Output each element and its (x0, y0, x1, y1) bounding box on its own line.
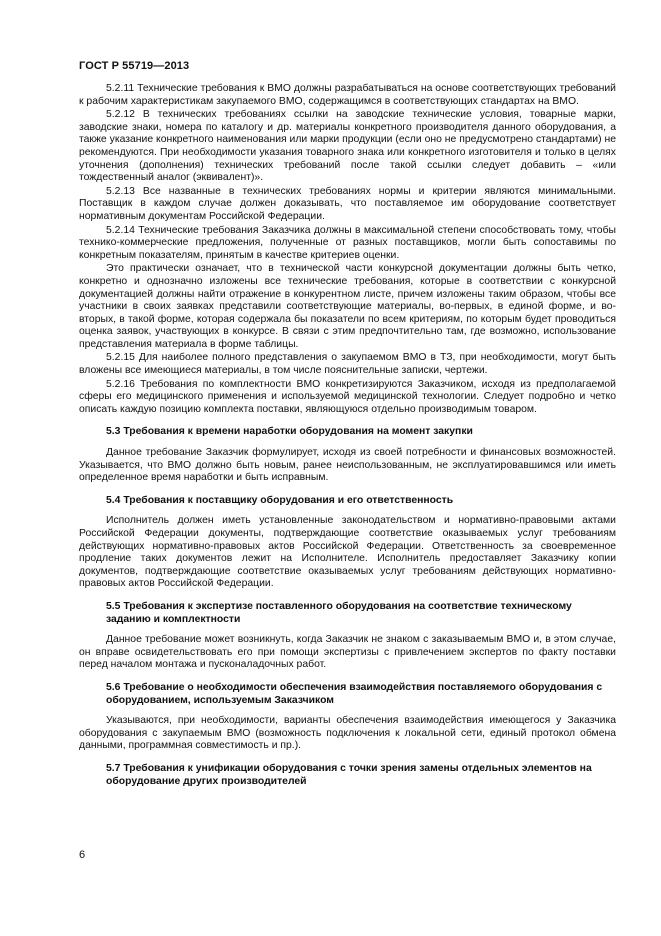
paragraph-5-2-13: 5.2.13 Все названные в технических требованиях нормы и критерии являются минимальными. Поставщик в каждом случае должен доказывать, что поставляемое им оборудование соответствует нормативным документам Российской Федерации. (79, 185, 616, 222)
paragraph-5-2-15: 5.2.15 Для наиболее полного представления о закупаемом ВМО в ТЗ, при необходимости, могут быть вложены все имеющиеся материалы, в том числе пояснительные записки, чертежи. (79, 352, 616, 377)
section-heading-5-6: 5.6 Требование о необходимости обеспечения взаимодействия поставляемого оборудования с оборудованием, используемым Заказчиком (106, 681, 603, 706)
paragraph-5-2-14: 5.2.14 Технические требования Заказчика должны в максимальной степени способствовать тому, чтобы технико-коммерческие предложения, полученные от разных поставщиков, могли быть сопоставимы по конкретным показателям, принятым в качестве критериев оценки. (79, 224, 616, 261)
paragraph-5-2-11: 5.2.11 Технические требования к ВМО должны разрабатываться на основе соответствующих требований к рабочим характеристикам закупаемого ВМО, содержащимся в соответствующих стандартах на ВМО. (79, 83, 616, 107)
paragraph-5-2-12: 5.2.12 В технических требованиях ссылки на заводские технические условия, товарные марки, заводские знаки, номера по каталогу и др. материалы конкретного производителя данного оборудования, а также указание конкретного наименования или марки продукции (если оно не предусмотрено стандартами) не рекомендуются. При необходимости указания товарного знака или конкретного изготовителя и только в целях уточнения (дополнения) технических требований после такой ссылки следует добавить – «или тождественный аналог (эквивалент)». (79, 109, 616, 184)
paragraph-5-6: Указываются, при необходимости, варианты обеспечения взаимодействия имеющегося у Заказчика оборудования с закупаемым ВМО (возможность подключения к локальной сети, единый протокол обмена данными, программная совместимость и пр.). (79, 715, 616, 752)
section-heading-5-4: 5.4 Требования к поставщику оборудования и его ответственность (106, 494, 454, 506)
paragraph-5-3: Данное требование Заказчик формулирует, исходя из своей потребности и финансовых возможностей. Указывается, что ВМО должно быть новым, ранее неиспользованным, не эксплуатировавшимся или иметь определенное время наработки и быть исправным. (79, 447, 616, 484)
document-body (79, 83, 616, 796)
page-number: 6 (79, 849, 86, 861)
paragraph-5-5: Данное требование может возникнуть, когда Заказчик не знаком с заказываемым ВМО и, в этом случае, он вправе освидетельствовать его при помощи экспертизы с привлечением экспертов по факту поставки перед началом монтажа и пусконаладочных работ. (79, 634, 616, 671)
document-code-header: ГОСТ Р 55719—2013 (79, 60, 190, 72)
section-heading-5-5: 5.5 Требования к экспертизе поставленного оборудования на соответствие техническому заданию и комплектности (106, 600, 572, 625)
paragraph-5-2-16: 5.2.16 Требования по комплектности ВМО конкретизируются Заказчиком, исходя из предполагаемой сферы его медицинского применения и используемой медицинской технологии. Следует подробно и четко описать каждую позицию комплекта поставки, являющуюся отдельно производимым товаром. (79, 378, 616, 415)
section-heading-5-3: 5.3 Требования к времени наработки оборудования на момент закупки (106, 426, 473, 438)
paragraph-5-4: Исполнитель должен иметь установленные законодательством и нормативно-правовыми актами Российской Федерации документы, подтверждающие соответствие оказываемых услуг требованиям действующих нормативно-правовых актов Российской Федерации. Ответственность за своевременное продление таких документов лежит на Исполнителе. Исполнитель предоставляет Заказчику копии документов, подтверждающие соответствие оказываемых услуг требованиям действующих нормативно-правовых актов Российской Федерации. (79, 515, 616, 590)
paragraph-practice: Это практически означает, что в технической части конкурсной документации должны быть четко, конкретно и однозначно изложены все технические требования, которые в соответствии с конкурсной документацией должны найти отражение в конкурентном листе, причем изложены таким образом, чтобы все участники в своих заявках представили соответствующие материалы, во-первых, в единой форме, и во-вторых, в такой форме, которая содержала бы показатели по всем критериям, по которым будет проводиться оценка заявок, участвующих в конкурсе. В связи с этим предпочтительно там, где возможно, использование представления материала в форме таблицы. (79, 263, 616, 350)
section-heading-5-7: 5.7 Требования к унификации оборудования с точки зрения замены отдельных элементов на оборудование других производителей (106, 762, 592, 787)
